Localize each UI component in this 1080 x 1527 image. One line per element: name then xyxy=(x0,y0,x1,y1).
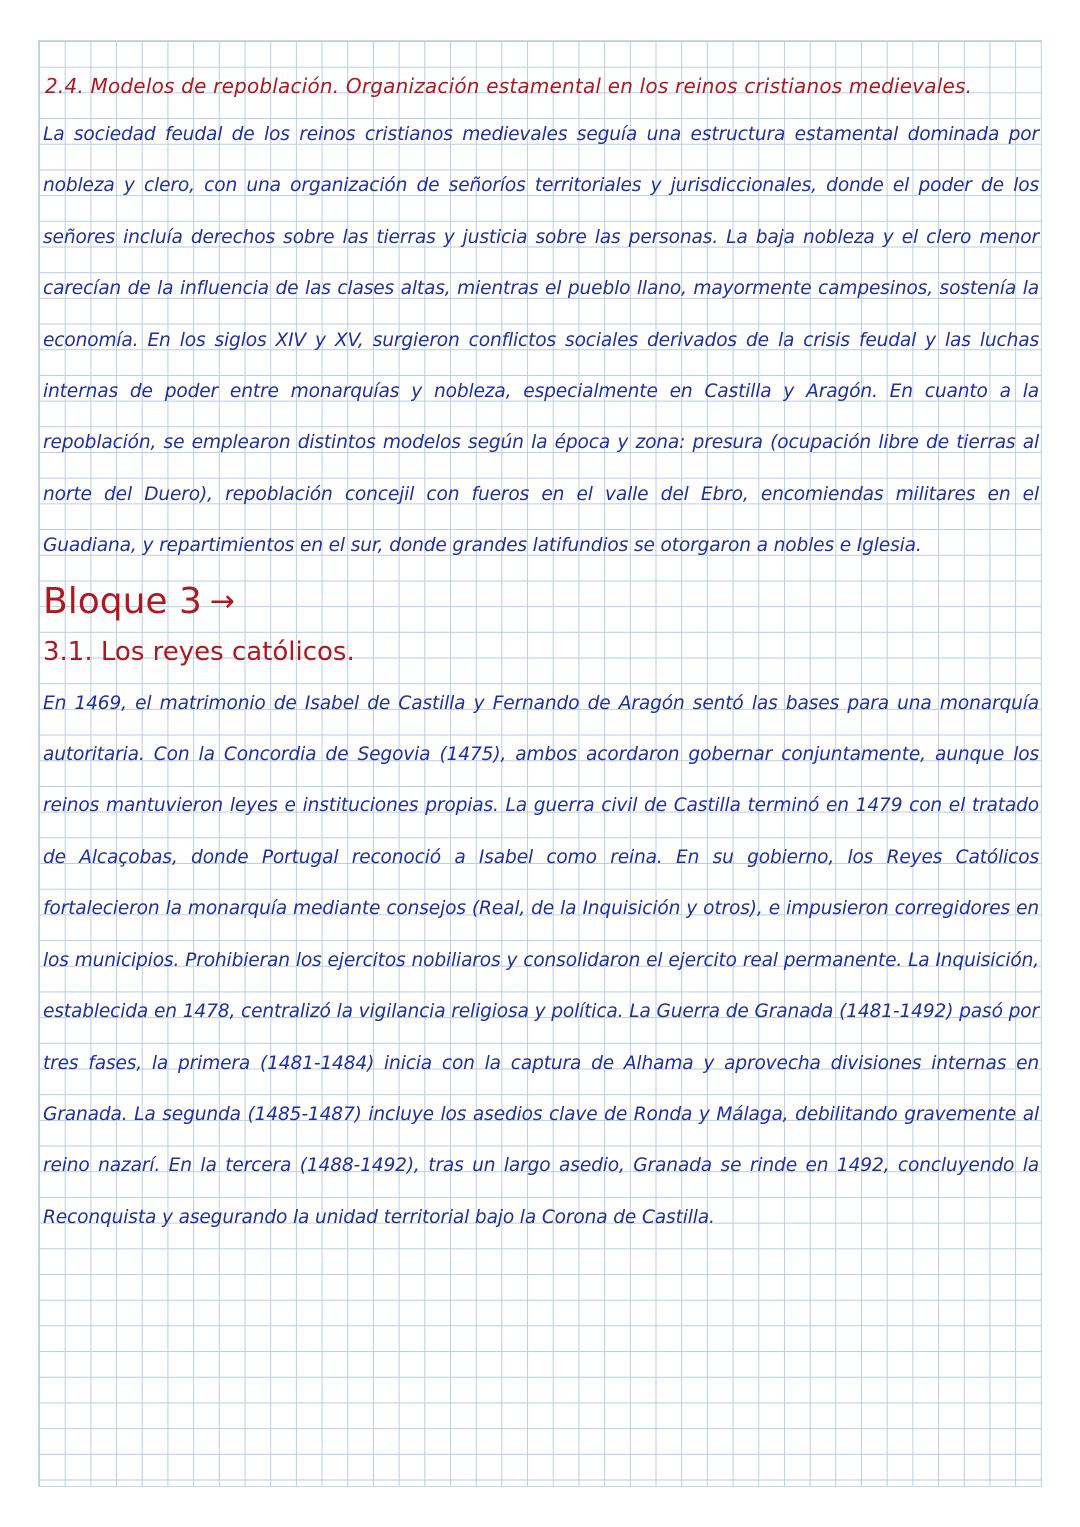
section-heading-3-1: 3.1. Los reyes católicos. xyxy=(43,636,355,667)
arrow-right-icon: → xyxy=(209,583,236,619)
section-heading-2-4: 2.4. Modelos de repoblación. Organización estamental en los reinos cristianos medievales. xyxy=(45,74,973,98)
block-title xyxy=(43,576,1039,628)
notes-content xyxy=(43,69,1039,1243)
graph-paper-sheet xyxy=(38,40,1042,1487)
section-paragraph-2-4: La sociedad feudal de los reinos cristianos medievales seguía una estructura estamental dominada por nobleza y clero, con una organización de señoríos territoriales y jurisdiccionales, donde el poder de los señores incluía derechos sobre las tierras y justicia sobre las personas. La baja nobleza y el clero menor carecían de la influencia de las clases altas, mientras el pueblo llano, mayormente campesinos, sostenía la economía. En los siglos XIV y XV, surgieron conflictos sociales derivados de la crisis feudal y las luchas internas de poder entre monarquías y nobleza, especialmente en Castilla y Aragón. En cuanto a la repoblación, se emplearon distintos modelos según la época y zona: presura (ocupación libre de tierras al norte del Duero), repoblación concejil con fueros en el valle del Ebro, encomiendas militares en el Guadiana, y repartimientos en el sur, donde grandes latifundios se otorgaron a nobles e Iglesia. xyxy=(43,124,1039,557)
block-label: Bloque 3 xyxy=(43,580,202,622)
section-paragraph-3-1: En 1469, el matrimonio de Isabel de Castilla y Fernando de Aragón sentó las bases para una monarquía autoritaria. Con la Concordia de Segovia (1475), ambos acordaron gobernar conjuntamente, aunque los reinos mantuvieron leyes e instituciones propias. La guerra civil de Castilla terminó en 1479 con el tratado de Alcaçobas, donde Portugal reconoció a Isabel como reina. En su gobierno, los Reyes Católicos fortalecieron la monarquía mediante consejos (Real, de la Inquisición y otros), e impusieron corregidores en los municipios. Prohibieran los ejercitos nobiliaros y consolidaron el ejercito real permanente. La Inquisición, establecida en 1478, centralizó la vigilancia religiosa y política. La Guerra de Granada (1481-1492) pasó por tres fases, la primera (1481-1484) inicia con la captura de Alhama y aprovecha divisiones internas en Granada. La segunda (1485-1487) incluye los asedios clave de Ronda y Málaga, debilitando gravemente al reino nazarí. En la tercera (1488-1492), tras un largo asedio, Granada se rinde en 1492, concluyendo la Reconquista y asegurando la unidad territorial bajo la Corona de Castilla. xyxy=(43,692,1039,1228)
